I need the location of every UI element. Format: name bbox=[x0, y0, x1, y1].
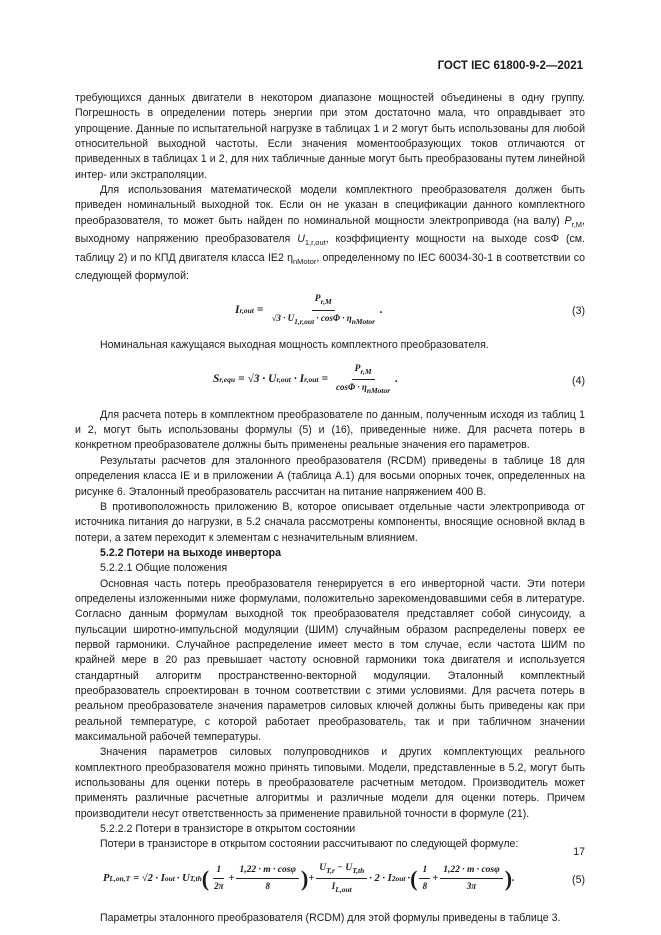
formula-fraction bbox=[419, 863, 430, 895]
subscript: 1,r,out bbox=[304, 238, 326, 248]
formula-number: (3) bbox=[572, 305, 585, 318]
formula-denominator: 8 bbox=[265, 881, 270, 892]
symbol: U bbox=[297, 233, 305, 246]
paragraph: Для расчета потерь в комплектном преобразователе по данным, полученным исходя из таблиц 1 и 2, могут быть использованы формулы (5) и (16), приведенные ниже. Для расчета потерь в конкретном преобразователе должны быть применены реальные значения его параметров. bbox=[75, 408, 585, 452]
formula-denominator-rest: · cosΦ · η bbox=[316, 312, 352, 323]
formula-fraction bbox=[268, 292, 378, 328]
formula-subscript: out bbox=[164, 874, 175, 884]
formula-numerator: 1 bbox=[419, 863, 430, 879]
formula-subscript: L,on,T bbox=[109, 874, 131, 884]
formula-term: = √2 · I bbox=[133, 873, 165, 885]
formula-subscript: r,out bbox=[304, 375, 319, 385]
paragraph: Основная часть потерь преобразователя генерируется в его инверторной части. Эти потери определены изложенными ниже формулами, положительно зарекомендовавшими себя в литературе. Согласно данным формулам выходной ток преобразователя представляет собой синусоиду, а пульсации широтно-импульсной модуляции (ШИМ) случайным образом распределены поверх ее первой гармоники. Случайное распределение имеет место в том случае, если частота ШИМ по крайней мере в 20 раз превышает частоту основной гармоники тока двигателя и используется стандартный алгоритм пространственно-векторной модуляции. Эталонный комплектный преобразователь спроектирован в точном соответствии с этими условиями. Для расчета потерь в реальном преобразователе значения параметров силовых ключей должны быть приведены как при реальной температуре, с которой работает преобразователь, так и при табличном значении максимальной рабочей температуры. bbox=[75, 577, 585, 744]
formula-operator: = bbox=[321, 373, 329, 386]
subscript: r,M bbox=[571, 219, 583, 229]
formula-symbol: P bbox=[103, 873, 110, 885]
formula-period: . bbox=[395, 373, 399, 386]
paragraph: Результаты расчетов для эталонного преобразователя (RCDM) приведены в таблице 18 для определения класса IE и в приложении А (таблица А.1) для восьми опорных точек, определенных на рисунке 6. Эталонный преобразователь рассчитан на питание напряжением 400 В. bbox=[75, 454, 585, 498]
document-header: ГОСТ IEC 61800-9-2—2021 bbox=[437, 60, 583, 72]
formula-subscript: T,th bbox=[189, 874, 202, 884]
formula-subscript: r,M bbox=[360, 366, 372, 376]
formula-period: . bbox=[380, 303, 383, 316]
formula-number: (5) bbox=[572, 873, 585, 886]
paragraph: В противоположность приложению В, которое описывает отдельные части электропривода от источника питания до нагрузки, в 5.2 сначала рассмотрены компоненты, вносящие основной вклад в потери, а затем переходит к элементам с незначительным влиянием. bbox=[75, 500, 585, 544]
formula-symbol: I bbox=[235, 303, 240, 316]
formula-period: . bbox=[512, 873, 515, 885]
formula-subscript: r,out bbox=[239, 305, 254, 315]
formula-paren: ( bbox=[201, 866, 210, 892]
formula-term: · I bbox=[293, 373, 305, 386]
text-run: , выходному напряжению преобразователя bbox=[75, 214, 585, 246]
text-run: , коэффициенту мощности на выходе cosΦ (см. таблицу 2) и по КПД двигателя класса IE2 η bbox=[75, 233, 585, 264]
formula-operator: + bbox=[308, 873, 315, 885]
formula-term: · U bbox=[176, 873, 190, 885]
formula-superscript: 2 bbox=[391, 874, 396, 884]
formula-subscript: 1,r,out bbox=[294, 316, 315, 326]
formula-denominator: 3π bbox=[466, 881, 477, 892]
formula-subscript: L,out bbox=[335, 884, 352, 894]
formula-subscript: r,M bbox=[320, 297, 332, 307]
formula-fraction bbox=[440, 863, 503, 895]
formula-5 bbox=[75, 861, 585, 903]
formula-term: · 2 · I bbox=[369, 873, 392, 885]
text-run: , определенному по IEC 60034-30-1 в соответствии со следующей формулой: bbox=[75, 251, 585, 283]
formula-4 bbox=[75, 362, 585, 400]
section-heading: 5.2.2 Потери на выходе инвертора bbox=[100, 546, 282, 559]
formula-subscript: T,th bbox=[352, 865, 365, 875]
formula-numerator-rest: − U bbox=[337, 862, 353, 873]
formula-numerator: 1,22 · m · cosφ bbox=[236, 863, 299, 879]
paragraph: Значения параметров силовых полупроводников и других комплектующих реального комплектного преобразователя можно принять типовыми. Модели, представленные в 5.2, могут быть использованы для оценки потерь в преобразователе расчетным методом. Производитель может применять различные расчетные алгоритмы и различные модели для оценки потерь. Причем производители несут ответственность за применение правильной точности в формуле (21). bbox=[75, 746, 585, 820]
formula-numerator: P bbox=[314, 294, 321, 305]
formula-fraction bbox=[316, 861, 367, 897]
formula-numerator: 1,22 · m · cosφ bbox=[440, 863, 503, 879]
page-content bbox=[75, 91, 585, 926]
formula-fraction bbox=[211, 863, 226, 895]
formula-denominator: √3 · U bbox=[271, 312, 295, 323]
formula-3 bbox=[75, 292, 585, 330]
subsection-heading: 5.2.2.2 Потери в транзисторе в открытом состоянии bbox=[100, 823, 356, 836]
formula-subscript: T,r bbox=[326, 865, 335, 875]
formula-denominator: cosΦ · η bbox=[336, 382, 367, 393]
formula-fraction bbox=[236, 863, 299, 895]
formula-numerator: P bbox=[354, 363, 361, 374]
formula-term: = √3 · U bbox=[238, 373, 277, 386]
subscript: nMotor bbox=[293, 256, 317, 266]
formula-operator: + bbox=[228, 873, 235, 885]
formula-paren: ) bbox=[504, 866, 513, 892]
text-run: Для использования математической модели комплектного преобразователя должен быть приведен номинальный выходной ток. Если он не указан в спецификации данного комплектного преобразователя, то может быть найден по номинальной мощности электропривода (на валу) bbox=[75, 184, 585, 227]
paragraph: Параметры эталонного преобразователя (RCDM) для этой формулы приведены в таблице 3. bbox=[100, 911, 561, 924]
paragraph bbox=[75, 183, 585, 284]
formula-number: (4) bbox=[572, 374, 585, 387]
formula-operator: + bbox=[432, 873, 439, 885]
formula-subscript: nMotor bbox=[366, 385, 391, 395]
formula-paren: ( bbox=[410, 866, 418, 892]
page-number: 17 bbox=[573, 846, 585, 858]
formula-denominator: I bbox=[331, 881, 336, 891]
formula-subscript: out bbox=[395, 874, 406, 884]
paragraph: Номинальная кажущаяся выходная мощность комплектного преобразователя. bbox=[100, 339, 489, 352]
formula-denominator: 8 bbox=[422, 881, 428, 892]
symbol: P bbox=[564, 214, 572, 227]
formula-symbol: S bbox=[213, 373, 220, 386]
formula-paren: ) bbox=[300, 866, 309, 892]
formula-subscript: nMotor bbox=[351, 316, 376, 326]
formula-subscript: r,out bbox=[276, 375, 291, 385]
formula-denominator: 2π bbox=[214, 881, 224, 892]
paragraph: Потери в транзисторе в открытом состоянии рассчитывают по следующей формуле: bbox=[100, 838, 519, 851]
formula-fraction bbox=[333, 362, 393, 398]
subsection-heading: 5.2.2.1 Общие положения bbox=[100, 562, 228, 575]
formula-operator: = bbox=[256, 303, 264, 316]
formula-operator: · bbox=[407, 873, 411, 885]
paragraph: требующихся данных двигатели в некотором диапазоне мощностей объединены в одну группу. Погрешность в определении потерь энергии при этом достаточно мала, что оправдывает это упрощение. Данные по испытательной нагрузке в таблицах 1 и 2 могут быть использованы для любой относительной выходной частоты. Если значения моментообразующих токов отличаются от приведенных в таблицах 1 и 2, для них табличные данные могут быть преобразованы путем линейной интер- или экстраполяции. bbox=[75, 92, 585, 181]
formula-numerator: 1 bbox=[213, 863, 224, 879]
formula-subscript: r,equ bbox=[219, 375, 236, 385]
formula-numerator: U bbox=[319, 862, 327, 873]
